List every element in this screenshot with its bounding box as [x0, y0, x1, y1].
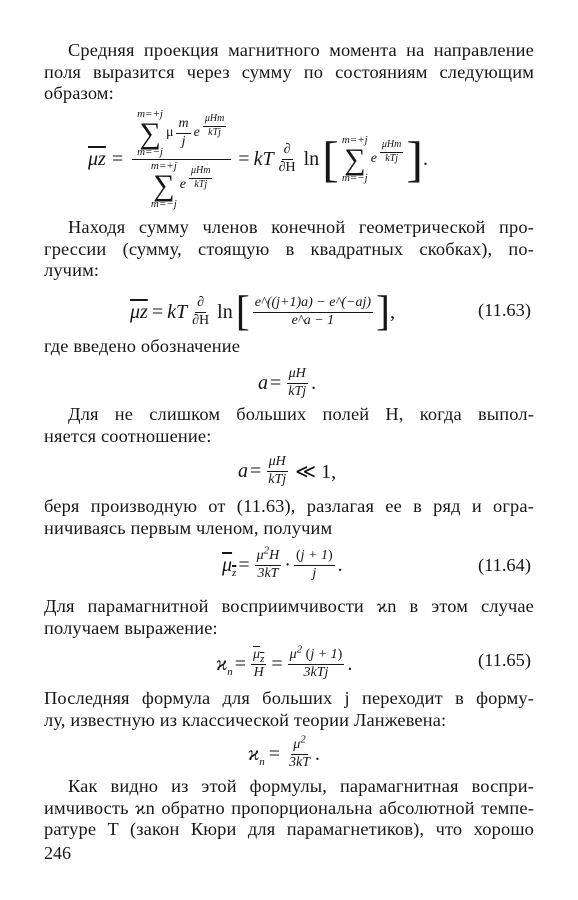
equation-a-definition: a = $\frac{\mu H}{\text{kTj}}$ . [258, 365, 317, 399]
paragraph-6 [44, 596, 534, 639]
paragraph-8 [44, 776, 534, 841]
paragraph-3 [44, 336, 534, 358]
text-line: получаем выражение: [44, 617, 218, 638]
text-line: ничиваясь первым членом, получим [44, 517, 333, 538]
text-line: Последняя формула для больших j переходит в форму- [44, 688, 534, 708]
paragraph-5 [44, 496, 534, 539]
equation-11-63: $\overline{\mu z}$ = kT $\frac{\partial}{\partial H}$ ln [ $\frac{e\^{}((j+1)a) - e\^{}(-aj)}{e\^{}a - 1}$ ] , [130, 289, 396, 335]
text-line: лучим: [44, 260, 100, 280]
equation-number: (11.65) [478, 650, 531, 670]
paragraph-1 [44, 40, 534, 105]
sum-operator: m=+j ∑ m=−j [137, 107, 163, 158]
paragraph-7 [44, 688, 534, 731]
text-line: Для не слишком больших полей H, когда выпол- [68, 404, 534, 424]
text-line: грессии (сумму, стоящую в квадратных скобках), по- [44, 238, 534, 259]
page-number: 246 [44, 843, 71, 863]
equation-11-64: $\mu_z$ = $\frac{\mu^2H}{3kT}$ · $\frac{(j + 1)}{j}$ . [222, 544, 343, 581]
text-line: ратуре T (закон Кюри для парамагнетиков), что хорошо [44, 819, 534, 839]
text-line: лу, известную из классической теории Ланжевена: [44, 709, 447, 730]
eq-main-fraction: m=+j ∑ m=−j μ $\frac{m}{j}$ e $\frac{\text{μHm}}{\text{kTj}}$ m=+j ∑ m=−j e $\frac{\text{μHm}}{\text{kTj}}$ [132, 109, 231, 210]
text-line: где введено обозначение [44, 336, 241, 356]
text-line: имчивость ϰn обратно пропорциональна абсолютной темпе- [44, 797, 534, 818]
paragraph-4 [44, 404, 534, 447]
paragraph-2 [44, 217, 534, 282]
sum-operator: m=+j ∑ m=−j [341, 133, 368, 184]
text-line: поля выразится через сумму по состояниям следующим [44, 61, 534, 82]
equation-number: (11.64) [478, 555, 531, 575]
equation-number: (11.63) [478, 300, 531, 320]
equation-11-65: $ϰ_n$ = $\frac{\mu_z}{H}$ = $\frac{\mu^2 (j + 1)}{\text{3kTj}}$ . [216, 643, 353, 680]
text-line: Средняя проекция магнитного момента на направление [68, 40, 534, 60]
text-line: образом: [44, 83, 114, 103]
eq-lhs: $\overline{\mu z}$ [88, 147, 106, 170]
text-line: Находя сумму членов конечной геометрической про- [68, 217, 534, 237]
text-line: беря производную от (11.63), разлагая ее в ряд и огра- [44, 496, 534, 516]
equation-condition: a = $\frac{\mu H}{\text{kTj}}$ ≪ 1, [238, 453, 337, 487]
text-line: Для парамагнитной восприимчивости ϰn в этом случае [44, 596, 534, 616]
sum-operator: m=+j ∑ m=−j [150, 159, 177, 210]
text-line: Как видно из этой формулы, парамагнитная воспри- [68, 776, 534, 796]
equation-mean-moment: $\overline{\mu z}$ = m=+j ∑ m=−j μ $\frac{m}{j}$ e $\frac{\text{μHm}}{\text{kTj}}$ m=+j ∑ m=−j e $\frac{\text{μHm}}{\text{kTj}}$ = kT $\frac{\partial}{\partial H}$ ln [ m=+j ∑ m=−j e $\frac{\text{μHm}}{\text{kTj}}$ ] . [88, 107, 429, 210]
text-line: няется соотношение: [44, 425, 212, 446]
equation-langevin: $ϰ_n$ = $\frac{\mu^2}{3kT}$ . [248, 733, 321, 770]
